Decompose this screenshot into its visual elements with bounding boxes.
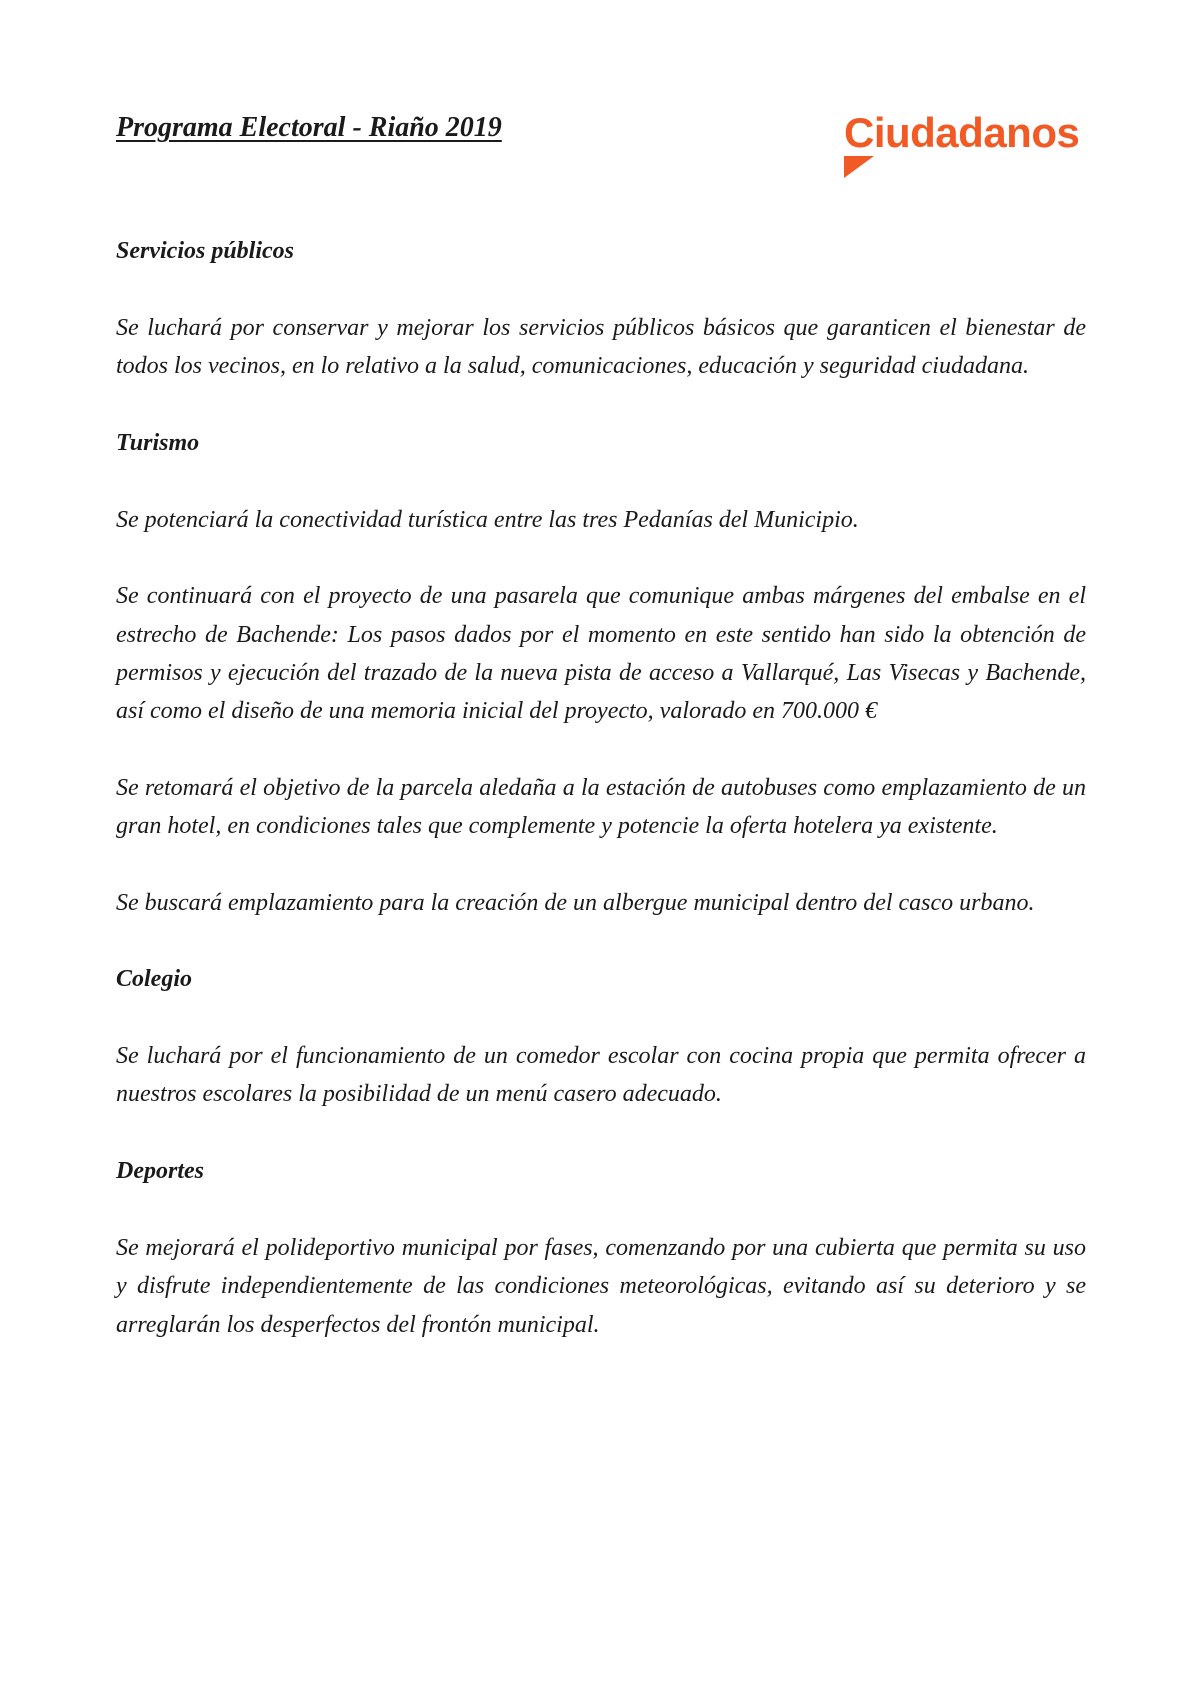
section-paragraph: Se luchará por el funcionamiento de un comedor escolar con cocina propia que permita ofrecer a nuestros escolares la posibilidad de un menú casero adecuado. [116, 1043, 1086, 1108]
section-paragraph: Se retomará el objetivo de la parcela aledaña a la estación de autobuses como emplazamiento de un gran hotel, en condiciones tales que complemente y potencie la oferta hotelera ya existente. [116, 774, 1086, 840]
section-paragraph: Se potenciará la conectividad turística entre las tres Pedanías del Municipio. [116, 506, 859, 533]
section-colegio [116, 960, 1086, 1114]
section-paragraph: Se continuará con el proyecto de una pasarela que comunique ambas márgenes del embalse en el estrecho de Bachende: Los pasos dados por el momento en este sentido han sido la obtención de permisos y ejecución del trazado de la nueva pista de acceso a Vallarqué, Las Visecas y Bachende, así como el diseño de una memoria inicial del proyecto, valorado en 700.000 € [116, 583, 1086, 725]
section-paragraph: Se buscará emplazamiento para la creación de un albergue municipal dentro del casco urbano. [116, 889, 1035, 916]
document-title: Programa Electoral - Riaño 2019 [116, 112, 502, 143]
document-body [116, 232, 1086, 1382]
ciudadanos-logo [844, 108, 1094, 180]
section-deportes [116, 1152, 1086, 1344]
logo-text: Ciudadanos [844, 109, 1080, 156]
section-heading: Turismo [116, 429, 200, 456]
section-heading: Colegio [116, 966, 192, 993]
section-heading: Servicios públicos [116, 238, 294, 264]
section-heading: Deportes [116, 1157, 204, 1184]
section-paragraph: Se mejorará el polideportivo municipal por fases, comenzando por una cubierta que permita su uso y disfrute independientemente de las condiciones meteorológicas, evitando así su deterioro y se arreglarán los desperfectos del frontón municipal. [116, 1234, 1086, 1338]
section-servicios-publicos [116, 232, 1086, 386]
logo-flag-icon [844, 156, 874, 178]
section-turismo [116, 424, 1086, 922]
section-paragraph: Se luchará por conservar y mejorar los servicios públicos básicos que garanticen el bienestar de todos los vecinos, en lo relativo a la salud, comunicaciones, educación y seguridad ciudadana. [116, 315, 1086, 380]
